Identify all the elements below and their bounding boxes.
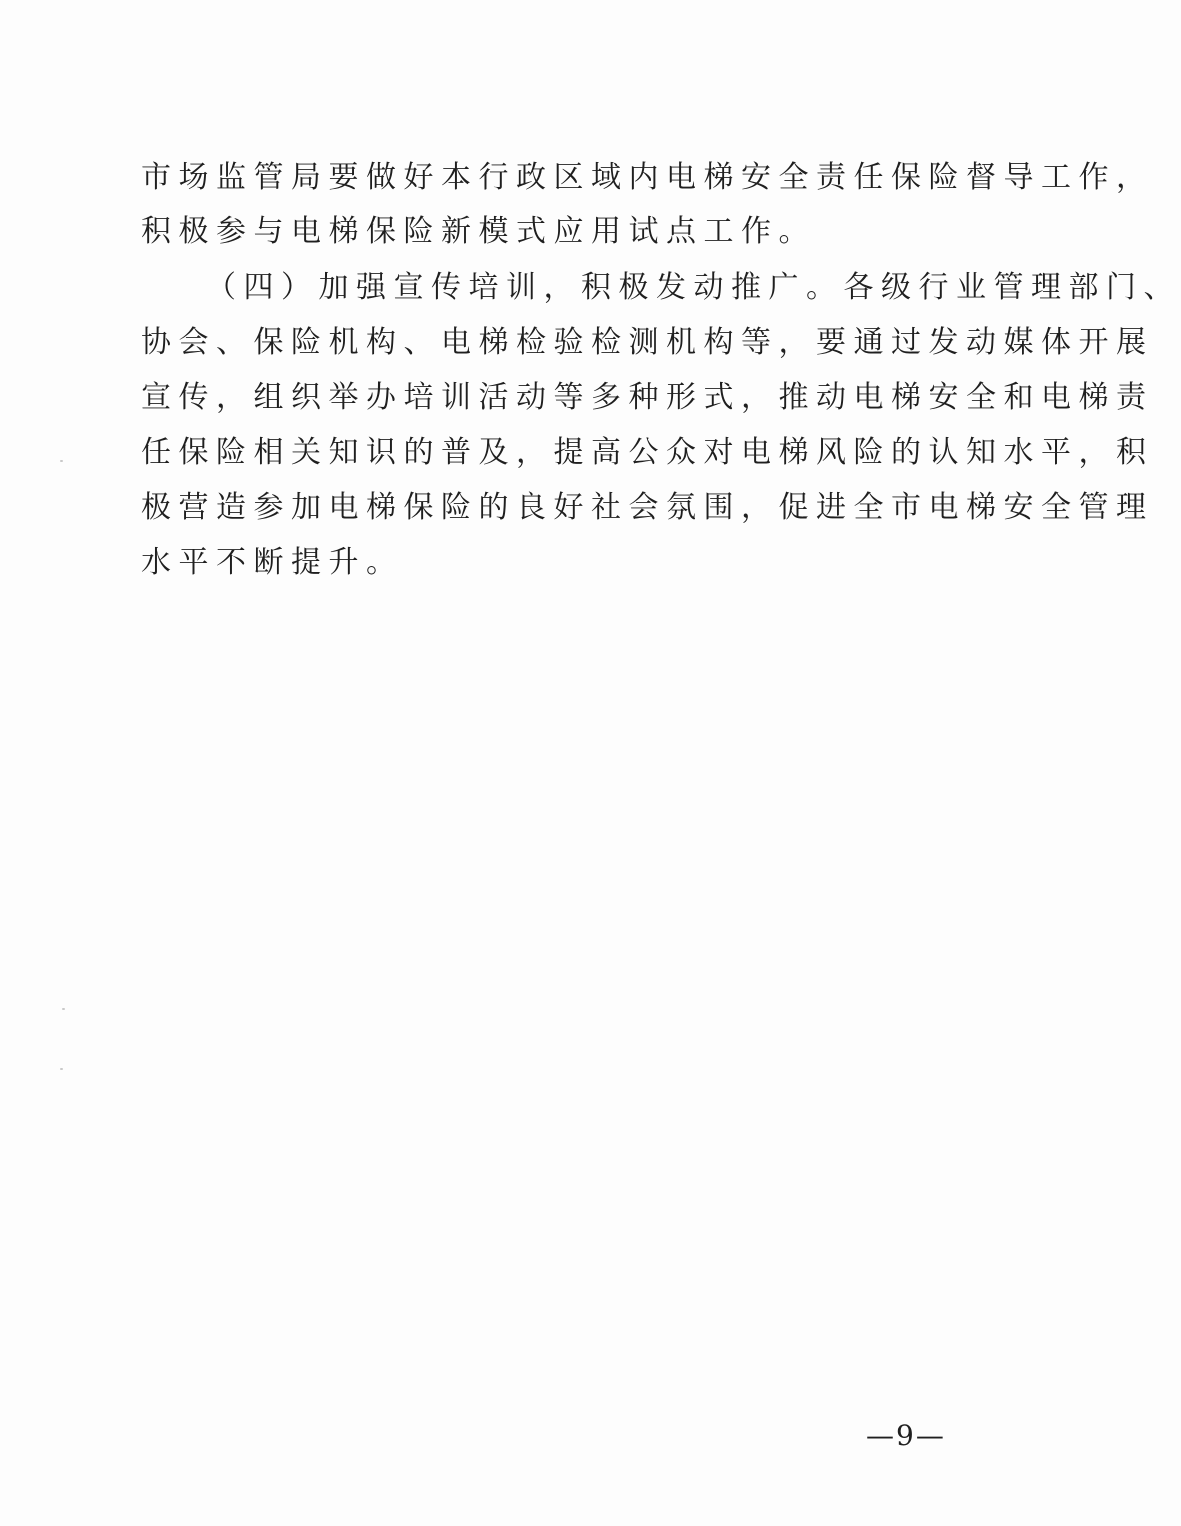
body-text-line: 极营造参加电梯保险的良好社会氛围，促进全市电梯安全管理 [141, 490, 1154, 525]
section-heading-line: （四）加强宣传培训，积极发动推广。各级行业管理部门、 [206, 270, 1181, 305]
body-text-line: 宣传，组织举办培训活动等多种形式，推动电梯安全和电梯责 [141, 380, 1154, 415]
body-text-line: 任保险相关知识的普及，提高公众对电梯风险的认知水平，积 [141, 435, 1154, 470]
body-text-line: 协会、保险机构、电梯检验检测机构等，要通过发动媒体开展 [141, 325, 1154, 360]
body-text-line: 市场监管局要做好本行政区域内电梯安全责任保险督导工作， [141, 160, 1154, 195]
page-number: —9— [866, 1419, 946, 1452]
scan-speck [60, 460, 63, 462]
scan-speck [62, 1008, 65, 1010]
body-text-line: 积极参与电梯保险新模式应用试点工作。 [141, 214, 816, 249]
scan-speck [60, 1068, 63, 1070]
body-text-line: 水平不断提升。 [141, 545, 404, 580]
